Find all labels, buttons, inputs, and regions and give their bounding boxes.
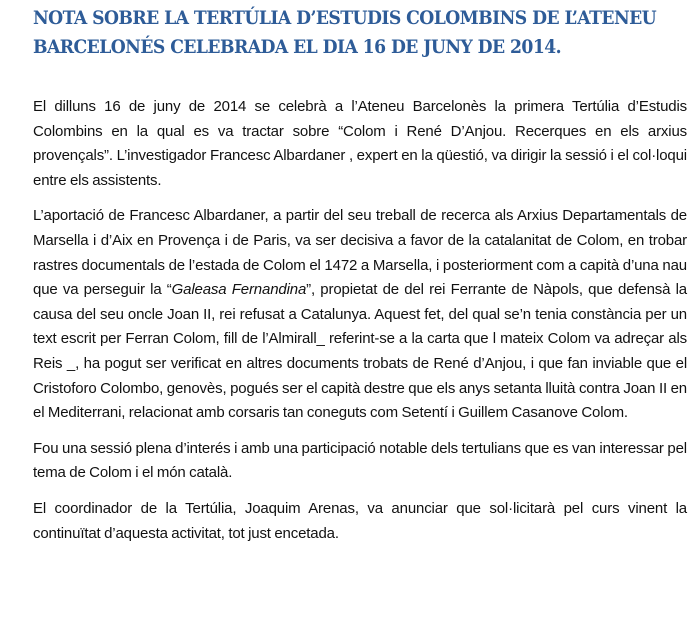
paragraph-session: Fou una sessió plena d’interés i amb una participació notable dels tertulians que es van interessar pel tema de Colom i el món català.	[33, 439, 687, 482]
paragraph-contribution	[33, 204, 687, 425]
paragraph-intro: El dilluns 16 de juny de 2014 se celebrà a l’Ateneu Barcelonès la primera Tertúlia d’Estudis Colombins en la qual es va tractar sobre “Colom i René D’Anjou. Recerques en els arxius provençals”. L’investigador Francesc Albardaner , expert en la qüestió, va dirigir la sessió i el col·loqui entre els assistents.	[33, 98, 687, 189]
ship-name-italic: Galeasa Fernandina	[171, 281, 307, 299]
document-title	[33, 4, 700, 62]
paragraph-text: ”, propietat de del rei Ferrante de Nàpols, que defensà la causa del seu oncle Joan II, rei refusat a Catalunya. Aquest fet, del qual se’n tenia constància per un text escrit per Ferran Colom, fill de l’Almirall_ referint-se a la carta que l mateix Colom va adreçar als Reis _, ha pogut ser verificat en altres documents trobats de René d’Anjou, i que fan inviable que el Cristoforo Colombo, genovès, pogués ser el capità destre que els anys setanta lluità contra Joan II en el Mediterrani, relacionat amb corsaris tan coneguts com Setentí i Guillem Casanove Colom.	[33, 281, 687, 422]
paragraph-coordinator: El coordinador de la Tertúlia, Joaquim Arenas, va anunciar que sol·licitarà pel curs vinent la continuïtat d’aquesta activitat, tot just encetada.	[33, 499, 687, 542]
title-line-2: BARCELONÉS CELEBRADA EL DIA 16 DE JUNY DE 2014.	[33, 37, 562, 58]
document-page	[33, 0, 687, 542]
document-body	[33, 95, 687, 557]
title-line-1: NOTA SOBRE LA TERTÚLIA D’ESTUDIS COLOMBINS DE L’ATENEU	[33, 8, 657, 29]
paragraph-text: L’aportació de Francesc Albardaner, a partir del seu treball de recerca als Arxius Departamentals de Marsella i d’Aix en Provença i de Paris, va ser decisiva a favor de la catalanitat de Colom, en trobar rastres documentals de l’estada de Colom el 1472 a Marsella, i posteriorment com a capità d’una nau que va perseguir la “	[33, 207, 687, 299]
